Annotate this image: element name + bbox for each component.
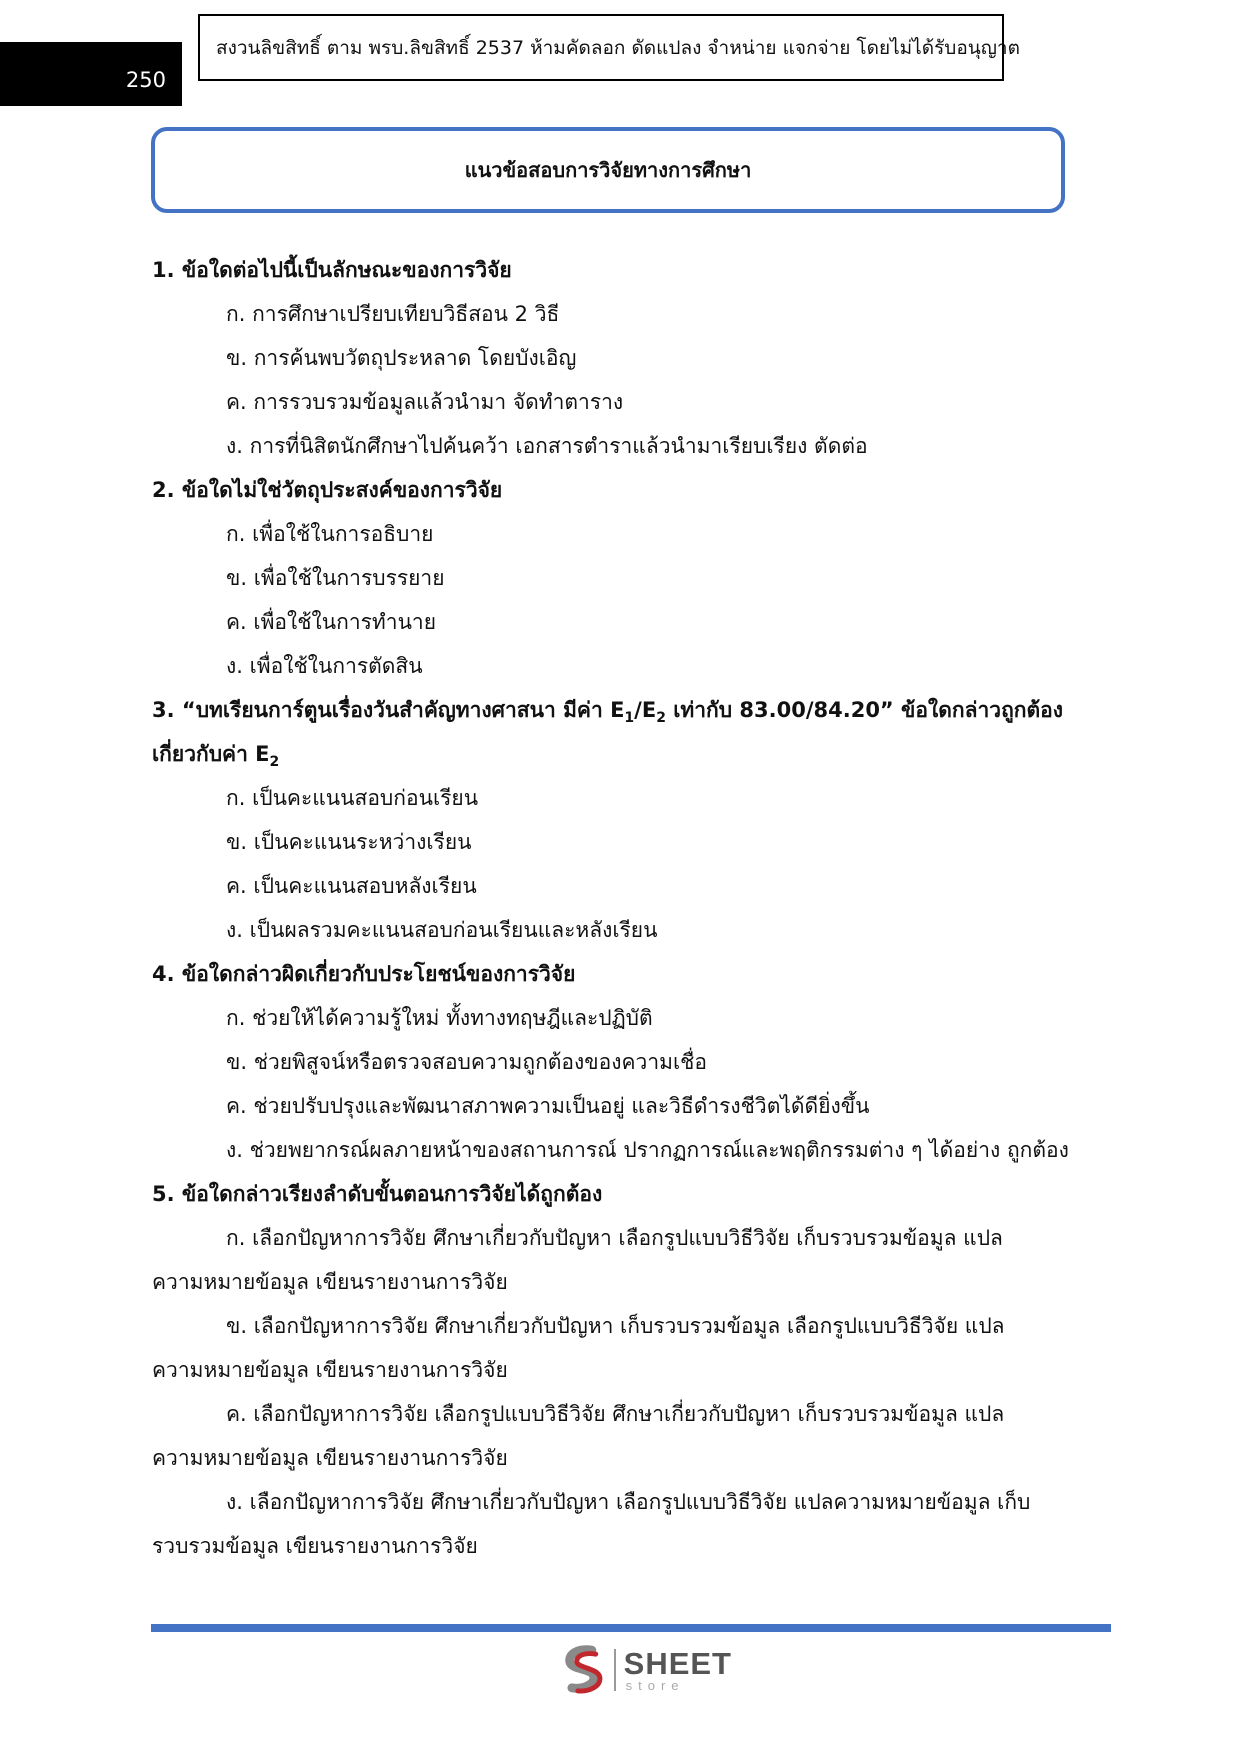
page-number: 250: [125, 68, 166, 92]
q5-option-c-cont: ความหมายข้อมูล เขียนรายงานการวิจัย: [152, 1446, 508, 1470]
q3-slash: /E: [634, 698, 657, 722]
q3-option-b: ข. เป็นคะแนนระหว่างเรียน: [226, 830, 472, 854]
q5-option-c: ค. เลือกปัญหาการวิจัย เลือกรูปแบบวิธีวิจัย ศึกษาเกี่ยวกับปัญหา เก็บรวบรวมข้อมูล แปล: [226, 1402, 1005, 1426]
q5-option-b: ข. เลือกปัญหาการวิจัย ศึกษาเกี่ยวกับปัญหา เก็บรวบรวมข้อมูล เลือกรูปแบบวิธีวิจัย แปล: [226, 1314, 1005, 1338]
q1-option-b: ข. การค้นพบวัตถุประหลาด โดยบังเอิญ: [226, 346, 577, 370]
q1-option-a: ก. การศึกษาเปรียบเทียบวิธีสอน 2 วิธี: [226, 302, 560, 326]
question-list: [152, 248, 1072, 1568]
footer-divider: [151, 1624, 1111, 1632]
q2-option-b: ข. เพื่อใช้ในการบรรยาย: [226, 566, 445, 590]
question-3-line-2: [152, 732, 1072, 776]
sheet-store-s-icon: [562, 1644, 608, 1696]
sheet-store-logo: [562, 1642, 732, 1698]
q3-subscript-1: 1: [624, 710, 635, 727]
question-2: 2. ข้อใดไม่ใช่วัตถุประสงค์ของการวิจัย: [152, 478, 503, 502]
q3-stem-part1: 3. “บทเรียนการ์ตูนเรื่องวันสำคัญทางศาสนา มีค่า E: [152, 698, 625, 722]
q5-option-a: ก. เลือกปัญหาการวิจัย ศึกษาเกี่ยวกับปัญหา เลือกรูปแบบวิธีวิจัย เก็บรวบรวมข้อมูล แปล: [226, 1226, 1003, 1250]
q2-option-c: ค. เพื่อใช้ในการทำนาย: [226, 610, 437, 634]
page-title-box: [151, 127, 1065, 213]
page-title: แนวข้อสอบการวิจัยทางการศึกษา: [464, 158, 752, 182]
page-number-box: [0, 42, 182, 106]
q5-option-a-cont: ความหมายข้อมูล เขียนรายงานการวิจัย: [152, 1270, 508, 1294]
q3-stem-line2: เกี่ยวกับค่า E: [152, 742, 270, 766]
q4-option-c: ค. ช่วยปรับปรุงและพัฒนาสภาพความเป็นอยู่ และวิธีดำรงชีวิตได้ดียิ่งขึ้น: [226, 1094, 870, 1118]
q4-option-d: ง. ช่วยพยากรณ์ผลภายหน้าของสถานการณ์ ปรากฏการณ์และพฤติกรรมต่าง ๆ ได้อย่าง ถูกต้อง: [226, 1138, 1069, 1162]
q3-option-c: ค. เป็นคะแนนสอบหลังเรียน: [226, 874, 477, 898]
q3-subscript-3: 2: [269, 754, 280, 771]
q5-option-d: ง. เลือกปัญหาการวิจัย ศึกษาเกี่ยวกับปัญหา เลือกรูปแบบวิธีวิจัย แปลความหมายข้อมูล เก็บ: [226, 1490, 1031, 1514]
q1-option-c: ค. การรวบรวมข้อมูลแล้วนำมา จัดทำตาราง: [226, 390, 624, 414]
q3-stem-part2: เท่ากับ 83.00/84.20” ข้อใดกล่าวถูกต้อง: [665, 698, 1064, 722]
q5-option-b-cont: ความหมายข้อมูล เขียนรายงานการวิจัย: [152, 1358, 508, 1382]
copyright-text: สงวนลิขสิทธิ์ ตาม พรบ.ลิขสิทธิ์ 2537 ห้ามคัดลอก ดัดแปลง จำหน่าย แจกจ่าย โดยไม่ได้รับอนุญาต: [216, 36, 1020, 59]
q1-option-d: ง. การที่นิสิตนักศึกษาไปค้นคว้า เอกสารตำราแล้วนำมาเรียบเรียง ตัดต่อ: [226, 434, 868, 458]
q2-option-d: ง. เพื่อใช้ในการตัดสิน: [226, 654, 423, 678]
q5-option-d-cont: รวบรวมข้อมูล เขียนรายงานการวิจัย: [152, 1534, 478, 1558]
logo-text: [624, 1648, 732, 1692]
q3-subscript-2: 2: [656, 710, 666, 727]
q4-option-b: ข. ช่วยพิสูจน์หรือตรวจสอบความถูกต้องของความเชื่อ: [226, 1050, 708, 1074]
logo-main-text: SHEET: [623, 1646, 732, 1681]
question-3: [152, 688, 1072, 732]
copyright-notice: [198, 14, 1020, 81]
q2-option-a: ก. เพื่อใช้ในการอธิบาย: [226, 522, 434, 546]
question-5: 5. ข้อใดกล่าวเรียงลำดับขั้นตอนการวิจัยได้ถูกต้อง: [152, 1182, 603, 1206]
question-4: 4. ข้อใดกล่าวผิดเกี่ยวกับประโยชน์ของการวิจัย: [152, 962, 576, 986]
logo-sub-text: store: [625, 1678, 685, 1693]
q3-option-d: ง. เป็นผลรวมคะแนนสอบก่อนเรียนและหลังเรียน: [226, 918, 658, 942]
logo-separator: [614, 1649, 616, 1691]
question-1: 1. ข้อใดต่อไปนี้เป็นลักษณะของการวิจัย: [152, 258, 512, 282]
q4-option-a: ก. ช่วยให้ได้ความรู้ใหม่ ทั้งทางทฤษฎีและปฏิบัติ: [226, 1006, 653, 1030]
q3-option-a: ก. เป็นคะแนนสอบก่อนเรียน: [226, 786, 479, 810]
